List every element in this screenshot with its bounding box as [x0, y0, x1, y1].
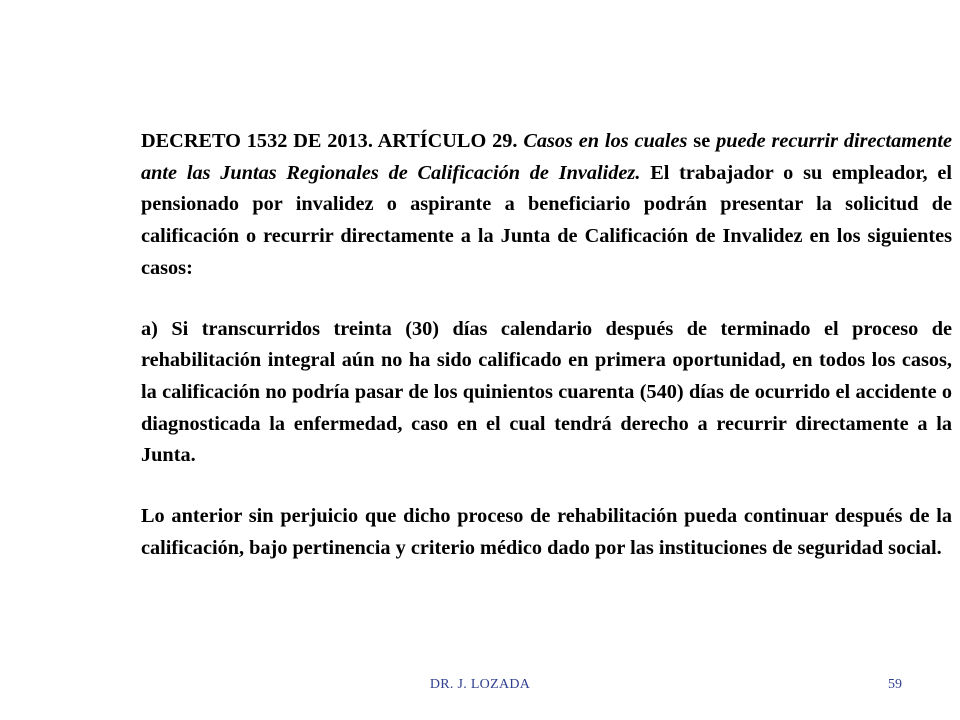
footer-author: DR. J. LOZADA	[429, 677, 531, 692]
page-number: 59	[888, 677, 902, 692]
decree-heading: DECRETO 1532 DE 2013. ARTÍCULO 29.	[141, 130, 518, 152]
slide-body	[141, 126, 952, 564]
article-body: El trabajador o su empleador, el pensionado por invalidez o aspirante a beneficiario podrán presentar la solicitud de calificación o recurrir directamente a la Junta de Calificación de Invalidez en los siguientes casos:	[141, 161, 953, 279]
article-title-italic-a: Casos en los cuales	[523, 130, 688, 152]
article-title-plain: se	[693, 130, 711, 152]
article-title-italic-b: puede recurrir directamente ante las Juntas Regionales de Calificación de Invalidez.	[141, 130, 952, 184]
paragraph-case-a: a) Si transcurridos treinta (30) días calendario después de terminado el proceso de rehabilitación integral aún no ha sido calificado en primera oportunidad, en todos los casos, la calificación no podría pasar de los quinientos cuarenta (540) días de ocurrido el accidente o diagnosticada la enfermedad, caso en el cual tendrá derecho a recurrir directamente a la Junta.	[141, 317, 952, 467]
paragraph-decree-article	[141, 126, 952, 285]
paragraph-note: Lo anterior sin perjuicio que dicho proceso de rehabilitación pueda continuar después de la calificación, bajo pertinencia y criterio médico dado por las instituciones de seguridad social.	[141, 505, 952, 559]
